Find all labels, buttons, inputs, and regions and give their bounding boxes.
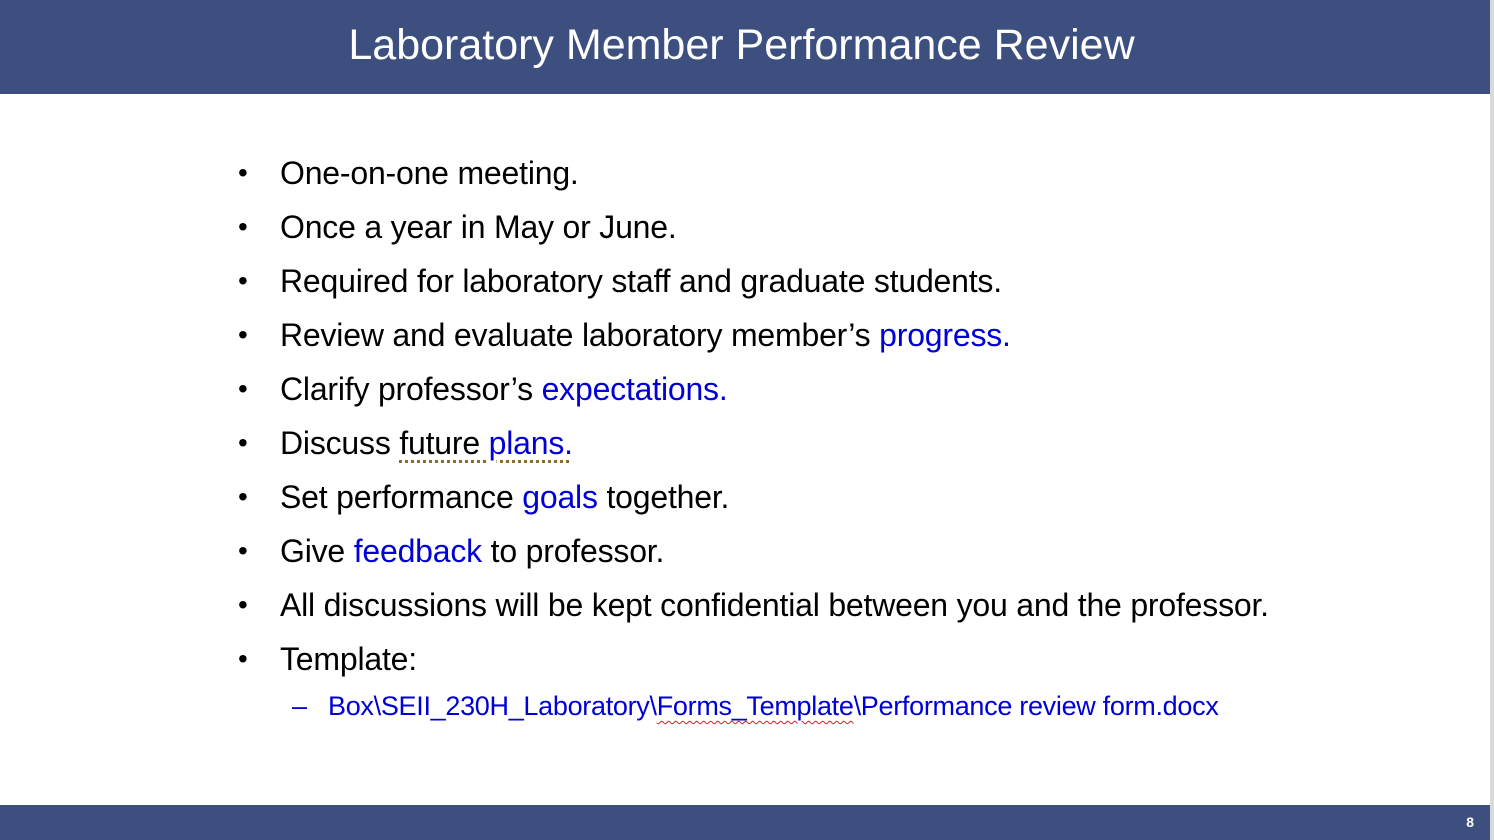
bullet-text: Required for laboratory staff and graduate students.: [280, 263, 1002, 299]
bullet-item: [234, 362, 1269, 416]
bullet-text: Template:: [280, 641, 417, 677]
bullet-item: [234, 578, 1269, 632]
bullet-item: [234, 146, 1269, 200]
bullet-item: [234, 200, 1269, 254]
bullet-dot-icon: •: [238, 427, 248, 458]
page-number: 8: [1466, 814, 1474, 830]
bullet-dot-icon: •: [238, 265, 248, 296]
template-path-link[interactable]: [292, 686, 1219, 726]
highlight-word: feedback: [353, 533, 482, 569]
bullet-text: Clarify professor’s: [280, 371, 542, 407]
highlight-word: plans.: [488, 425, 573, 461]
bullet-dot-icon: •: [238, 373, 248, 404]
bullet-item: [234, 470, 1269, 524]
bullet-dot-icon: •: [238, 319, 248, 350]
bullet-dot-icon: •: [238, 589, 248, 620]
highlight-word: progress.: [879, 317, 1011, 353]
bullet-dot-icon: •: [238, 643, 248, 674]
bullet-text: Discuss: [280, 425, 400, 461]
bullet-item: [234, 308, 1269, 362]
slide-title: Laboratory Member Performance Review: [348, 21, 1135, 69]
bullet-list: [234, 146, 1269, 686]
bullet-text: Give: [280, 533, 354, 569]
sub-bullet-dash-icon: –: [292, 691, 307, 721]
template-path-part3: \Performance review form.docx: [853, 691, 1219, 721]
footer-bar: [0, 805, 1490, 840]
bullet-text-post: together.: [597, 479, 730, 515]
bullet-item: [234, 416, 1269, 470]
bullet-text: Review and evaluate laboratory member’s: [280, 317, 880, 353]
bullet-text: All discussions will be kept confidential between you and the professor.: [280, 587, 1269, 623]
template-path-part1: Box\SEII_230H_Laboratory\: [328, 691, 657, 721]
slide-edge: [1490, 0, 1494, 840]
highlight-word: expectations.: [541, 371, 728, 407]
bullet-text: Set performance: [280, 479, 523, 515]
bullet-dot-icon: •: [238, 157, 248, 188]
bullet-dot-icon: •: [238, 211, 248, 242]
bullet-item: [234, 254, 1269, 308]
template-path-part2: Forms_Template: [656, 691, 854, 721]
bullet-item: [234, 524, 1269, 578]
bullet-text: Once a year in May or June.: [280, 209, 677, 245]
highlight-word: goals: [522, 479, 598, 515]
underlined-word: [399, 425, 573, 461]
bullet-dot-icon: •: [238, 535, 248, 566]
bullet-text: One-on-one meeting.: [280, 155, 579, 191]
bullet-dot-icon: •: [238, 481, 248, 512]
bullet-item: [234, 632, 1269, 686]
header-bar: [0, 0, 1490, 94]
bullet-text-post: to professor.: [481, 533, 665, 569]
underlined-text: future: [399, 425, 489, 461]
